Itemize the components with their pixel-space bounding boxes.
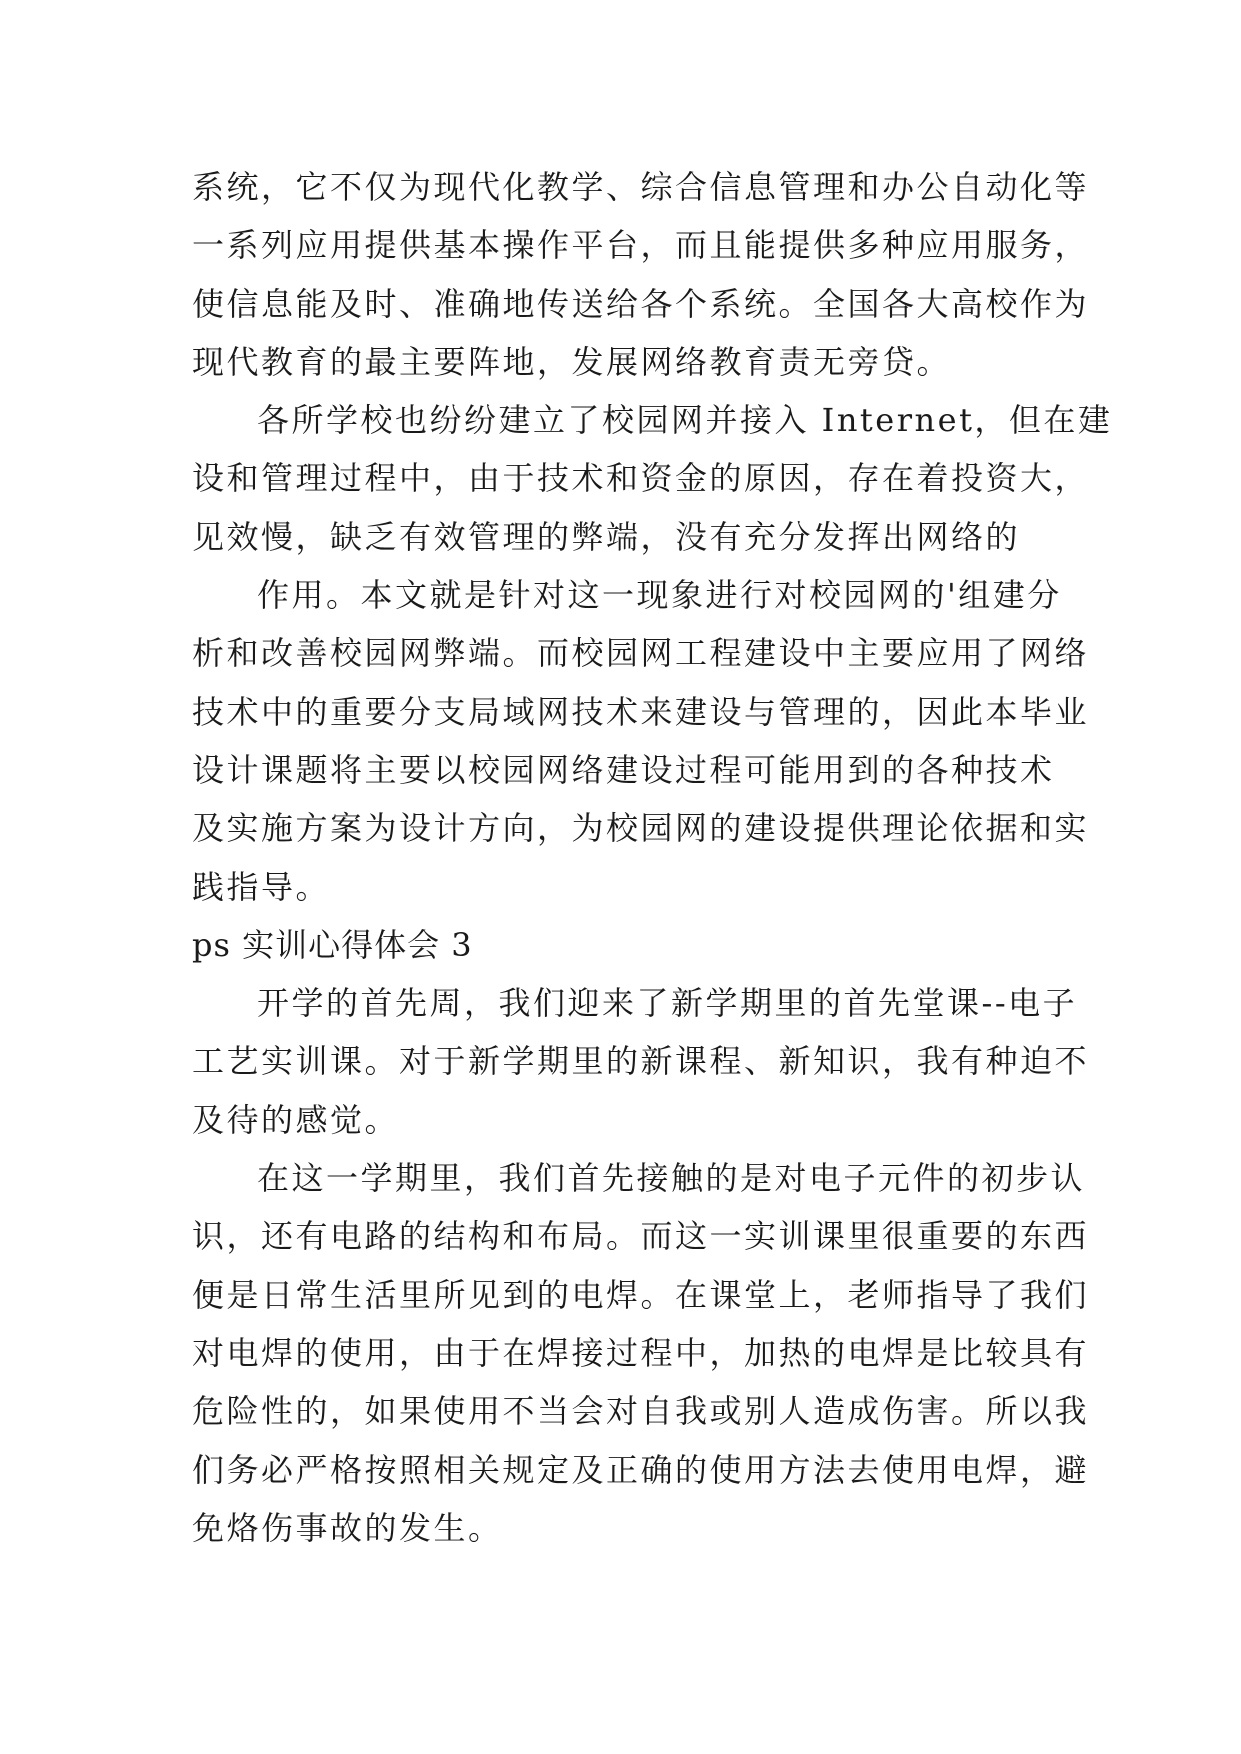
text-line: 技术中的重要分支局域网技术来建设与管理的，因此本毕业: [192, 692, 1090, 731]
text-line: 使信息能及时、准确地传送给各个系统。全国各大高校作为: [192, 284, 1090, 323]
text-line: 及实施方案为设计方向，为校园网的建设提供理论依据和实: [192, 809, 1090, 848]
text-line: 见效慢，缺乏有效管理的弊端，没有充分发挥出网络的: [192, 517, 1021, 556]
paragraph-first-line: 作用。本文就是针对这一现象进行对校园网的'组建分: [257, 576, 1062, 615]
text-line: 及待的感觉。: [192, 1100, 400, 1139]
text-line: 现代教育的最主要阵地，发展网络教育责无旁贷。: [192, 342, 952, 381]
text-line: 析和改善校园网弊端。而校园网工程建设中主要应用了网络: [192, 634, 1090, 673]
section-heading: ps 实训心得体会 3: [192, 925, 473, 964]
text-line: 一系列应用提供基本操作平台，而且能提供多种应用服务，: [192, 226, 1090, 265]
text-line: 系统，它不仅为现代化教学、综合信息管理和办公自动化等: [192, 168, 1090, 206]
text-line: 危险性的，如果使用不当会对自我或别人造成伤害。所以我: [192, 1392, 1090, 1431]
text-line: 设和管理过程中，由于技术和资金的原因，存在着投资大，: [192, 459, 1090, 498]
text-line: 识，还有电路的结构和布局。而这一实训课里很重要的东西: [192, 1217, 1090, 1256]
paragraph-first-line: 开学的首先周，我们迎来了新学期里的首先堂课--电子: [257, 984, 1078, 1023]
paragraph-first-line: 各所学校也纷纷建立了校园网并接入 Internet，但在建: [257, 401, 1113, 440]
text-line: 践指导。: [192, 867, 331, 906]
text-line: 们务必严格按照相关规定及正确的使用方法去使用电焊，避: [192, 1450, 1090, 1489]
text-line: 工艺实训课。对于新学期里的新课程、新知识，我有种迫不: [192, 1042, 1090, 1081]
document-body: [192, 158, 1113, 1557]
text-line: 免烙伤事故的发生。: [192, 1508, 503, 1547]
paragraph-first-line: 在这一学期里，我们首先接触的是对电子元件的初步认: [257, 1159, 1086, 1198]
text-line: 便是日常生活里所见到的电焊。在课堂上，老师指导了我们: [192, 1275, 1090, 1314]
text-line: 对电焊的使用，由于在焊接过程中，加热的电焊是比较具有: [192, 1333, 1090, 1372]
text-line: 设计课题将主要以校园网络建设过程可能用到的各种技术: [192, 750, 1055, 789]
